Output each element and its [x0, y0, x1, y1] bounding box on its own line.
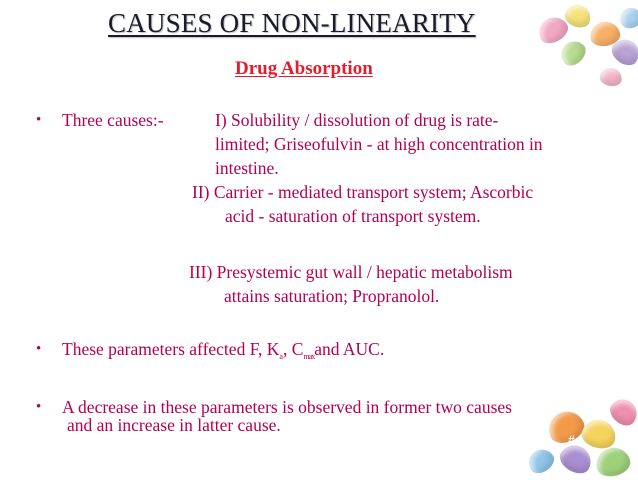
cause-3-line-2: attains saturation; Propranolol. — [224, 286, 440, 306]
parameters-text-mid: , C — [282, 339, 304, 359]
slide-subtitle: Drug Absorption — [235, 58, 373, 79]
bullet-parameters-affected — [62, 339, 384, 361]
egg-candy-blue — [617, 5, 638, 31]
parameters-text-before: These parameters affected F, K — [62, 339, 280, 359]
cause-1-line-3: intestine. — [215, 158, 279, 178]
slide-title: CAUSES OF NON-LINEARITY — [108, 8, 476, 38]
egg-candy-orange — [543, 406, 588, 448]
bullet-marker: • — [36, 399, 42, 415]
bullet-decrease-line-1: A decrease in these parameters is observed in former two causes — [62, 397, 512, 417]
egg-candy-green — [556, 36, 590, 70]
egg-candy-pink-small — [599, 66, 624, 88]
bullet-marker: • — [36, 341, 42, 357]
egg-candy-green — [593, 444, 633, 480]
slide-number: # — [568, 433, 575, 447]
bullet-three-causes-lead: Three causes:- — [62, 110, 164, 130]
cause-1-line-1: I) Solubility / dissolution of drug is rate- — [215, 110, 499, 130]
egg-candy-blue — [524, 445, 558, 478]
parameters-text-after: and AUC. — [314, 339, 385, 359]
cause-3-line-1: III) Presystemic gut wall / hepatic metabolism — [189, 262, 513, 282]
bullet-marker: • — [36, 112, 42, 128]
bullet-decrease-line-2: and an increase in latter cause. — [67, 415, 281, 435]
egg-candy-yellow — [579, 416, 619, 452]
cause-2-line-2: acid - saturation of transport system. — [225, 206, 481, 226]
cause-1-line-2: limited; Griseofulvin - at high concentration in — [215, 134, 543, 154]
cause-2-line-1: II) Carrier - mediated transport system; Ascorbic — [192, 182, 534, 202]
cmax-subscript: max — [303, 352, 315, 361]
ka-subscript: a — [279, 352, 283, 361]
